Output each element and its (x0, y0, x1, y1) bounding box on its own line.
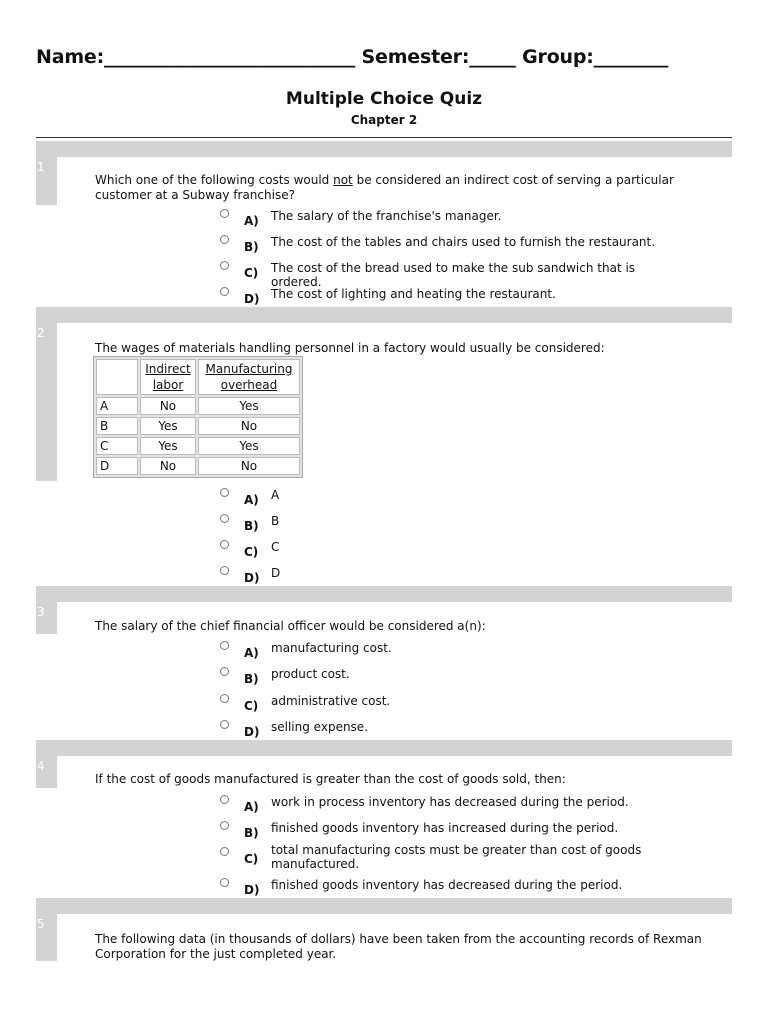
question-3-bar (36, 586, 732, 602)
question-2-bar (36, 307, 732, 323)
question-4-option-a[interactable]: A) work in process inventory has decreased during the period. (220, 795, 720, 819)
radio-button[interactable] (220, 795, 229, 804)
question-1-number: 1 (37, 160, 45, 174)
question-2-option-a[interactable]: A) A (220, 488, 720, 512)
radio-button[interactable] (220, 566, 229, 575)
student-info-header: Name:___________________________ Semester:_____ Group:________ (36, 46, 669, 68)
radio-button[interactable] (220, 488, 229, 497)
question-3-text: The salary of the chief financial officer would be considered a(n): (95, 619, 486, 633)
radio-button[interactable] (220, 720, 229, 729)
header-divider (36, 137, 732, 138)
question-4-option-c[interactable]: C) total manufacturing costs must be greater than cost of goods manufactured. (220, 843, 720, 873)
answer-choices-table (93, 356, 303, 478)
radio-button[interactable] (220, 540, 229, 549)
radio-button[interactable] (220, 261, 229, 270)
question-5-bar (36, 898, 732, 914)
question-2-sidebar (36, 323, 57, 481)
question-1-bar (36, 141, 732, 157)
question-4-number: 4 (37, 759, 45, 773)
question-1-option-b[interactable]: B) The cost of the tables and chairs used to furnish the restaurant. (220, 235, 720, 259)
table-header-row (96, 359, 300, 395)
question-4-option-b[interactable]: B) finished goods inventory has increased during the period. (220, 821, 720, 845)
question-1-option-a[interactable]: A) The salary of the franchise's manager. (220, 209, 720, 233)
question-4-text: If the cost of goods manufactured is greater than the cost of goods sold, then: (95, 772, 566, 786)
radio-button[interactable] (220, 667, 229, 676)
radio-button[interactable] (220, 641, 229, 650)
question-1-emphasis: not (333, 173, 353, 187)
question-3-option-a[interactable]: A) manufacturing cost. (220, 641, 720, 665)
radio-button[interactable] (220, 287, 229, 296)
question-1-option-c[interactable]: C) The cost of the bread used to make the sub sandwich that is ordered. (220, 261, 720, 285)
question-3-option-b[interactable]: B) product cost. (220, 667, 720, 691)
question-2-option-c[interactable]: C) C (220, 540, 720, 564)
question-1-option-d[interactable]: D) The cost of lighting and heating the restaurant. (220, 287, 720, 311)
radio-button[interactable] (220, 847, 229, 856)
question-3-option-c[interactable]: C) administrative cost. (220, 694, 720, 718)
table-row: C Yes Yes (96, 437, 300, 455)
question-2-number: 2 (37, 326, 45, 340)
question-5-number: 5 (37, 917, 45, 931)
column-header-indirect-labor: Indirect labor (140, 359, 196, 395)
question-4-bar (36, 740, 732, 756)
page-subtitle: Chapter 2 (350, 113, 418, 127)
question-1-text: Which one of the following costs would not be considered an indirect cost of serving a particular customer at a Subway franchise? (95, 173, 674, 202)
question-2-text: The wages of materials handling personnel in a factory would usually be considered: (95, 341, 605, 355)
table-row: A No Yes (96, 397, 300, 415)
question-2-option-b[interactable]: B) B (220, 514, 720, 538)
question-3-number: 3 (37, 605, 45, 619)
column-header-manufacturing-overhead: Manufacturing overhead (198, 359, 300, 395)
question-2-option-d[interactable]: D) D (220, 566, 720, 590)
question-4-option-d[interactable]: D) finished goods inventory has decreased during the period. (220, 878, 720, 902)
radio-button[interactable] (220, 878, 229, 887)
table-row: D No No (96, 457, 300, 475)
question-3-option-d[interactable]: D) selling expense. (220, 720, 720, 744)
radio-button[interactable] (220, 514, 229, 523)
radio-button[interactable] (220, 694, 229, 703)
page-title: Multiple Choice Quiz (285, 89, 483, 109)
radio-button[interactable] (220, 821, 229, 830)
radio-button[interactable] (220, 209, 229, 218)
radio-button[interactable] (220, 235, 229, 244)
question-5-text: The following data (in thousands of dollars) have been taken from the accounting records of Rexman Corporation for the just completed year. (95, 932, 702, 961)
table-row: B Yes No (96, 417, 300, 435)
